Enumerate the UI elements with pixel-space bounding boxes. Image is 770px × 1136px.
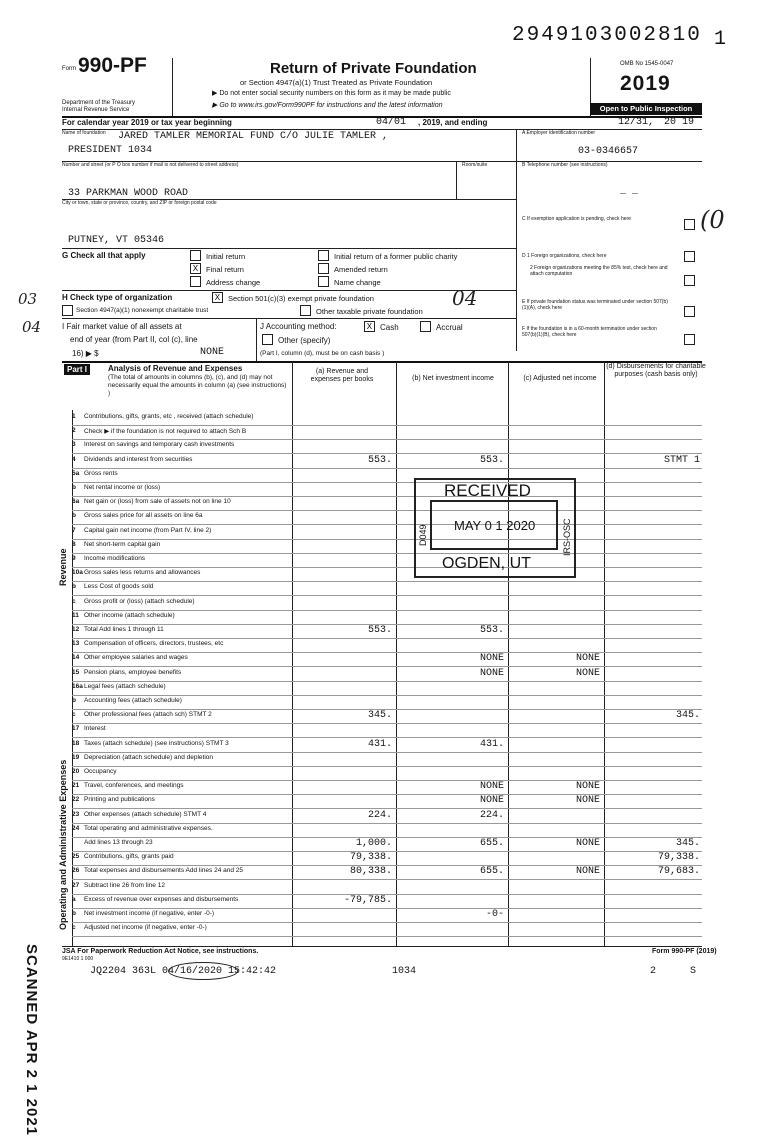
row-line-number: 14 [72,654,80,661]
row-col-b-value[interactable]: 431. [479,739,504,750]
row-description: Less Cost of goods sold [84,583,154,590]
row-divider [72,453,702,454]
row-description: Gross sales price for all assets on line 6a [84,512,203,519]
row-col-b-value[interactable]: -0- [485,909,504,920]
row-description: Compensation of officers, directors, trustees, etc [84,640,224,647]
cash-method-label: Cash [380,323,399,332]
e-terminated-label: E If private foundation status was terminated under section 507(b)(1)(A), check here [522,299,668,311]
row-line-number: 3 [72,441,76,448]
row-line-number: c [72,924,76,931]
row-divider [72,823,702,824]
footer-paperwork-notice: JSA For Paperwork Reduction Act Notice, see instructions. [62,948,259,955]
row-description: Legal fees (attach schedule) [84,683,166,690]
row-col-d-value[interactable]: 79,338. [657,852,700,863]
form-title: Return of Private Foundation [270,60,477,77]
row-line-number: 23 [72,811,80,818]
initial-former-charity-checkbox[interactable] [318,250,329,261]
form-subtitle-1: or Section 4947(a)(1) Trust Treated as Private Foundation [240,78,433,87]
omb-number: OMB No 1545-0047 [620,61,674,67]
row-col-a-value[interactable]: 345. [367,710,392,721]
row-description: Gross sales less returns and allowances [84,569,201,576]
row-description: Taxes (attach schedule) (see instructions) STMT 3 [84,740,229,747]
row-col-a-value[interactable]: -79,785. [343,895,392,906]
accounting-method-label: J Accounting method: [260,322,337,331]
fmv-label-1: I Fair market value of all assets at [62,322,182,331]
row-line-number: 15 [72,669,80,676]
initial-return-checkbox[interactable] [190,250,201,261]
row-divider [72,510,702,511]
handwritten-margin-mark-bottom: 04 [22,318,42,336]
row-description: Income modifications [84,555,146,562]
name-change-label: Name change [334,278,381,287]
c-exemption-checkbox[interactable] [684,219,695,230]
row-col-b-value[interactable]: 553. [479,625,504,636]
row-divider [72,766,702,767]
final-return-label: Final return [206,265,244,274]
row-line-number: 22 [72,796,80,803]
other-method-label: Other (specify) [278,336,331,345]
row-divider [72,496,702,497]
calendar-year-label: For calendar year 2019 or tax year beginning [62,118,232,127]
section-501c3-checkbox[interactable]: X [212,292,223,303]
row-col-c-value[interactable]: NONE [575,781,600,792]
form-label: Form [62,66,76,72]
row-line-number: 13 [72,640,80,647]
accrual-method-checkbox[interactable] [420,321,431,332]
row-divider [72,595,702,596]
row-col-b-value[interactable]: 655. [479,866,504,877]
footer-jsa-code: 9E1410 1 000 [62,956,94,962]
row-divider [72,723,702,724]
row-divider [72,879,702,880]
received-stamp-city: OGDEN, UT [442,555,531,572]
row-line-number: 4 [72,456,76,463]
fmv-value[interactable]: NONE [200,347,225,358]
row-line-number: 11 [72,612,79,619]
footer-code: JQ2204 363L 04/16/2020 15:42:42 [90,966,277,977]
row-description: Dividends and interest from securities [84,456,193,463]
row-line-number: 2 [72,427,76,434]
row-description: Total expenses and disbursements Add lines 24 and 25 [84,867,243,874]
row-divider [72,638,702,639]
final-return-checkbox[interactable]: X [190,263,201,274]
d2-foreign-85-checkbox[interactable] [684,275,695,286]
cash-method-checkbox[interactable]: X [364,321,375,332]
address-label: Number and street (or P O box number if mail is not delivered to street address) [62,162,239,168]
city-label: City or town, state or province, country, and ZIP or foreign postal code [62,200,217,206]
room-suite-label: Room/suite [462,162,488,168]
open-to-public-badge: Open to Public Inspection [590,103,702,115]
part-i-tag: Part I [64,364,90,375]
ein-label: A Employer identification number [522,130,596,136]
row-description: Other professional fees (attach sch) STMT 2 [84,711,212,718]
revenue-side-label: Revenue [58,548,68,586]
row-description: Subtract line 26 from line 12 [84,882,165,889]
row-divider [72,652,702,653]
row-line-number: 19 [72,754,80,761]
row-divider [72,908,702,909]
amended-return-label: Amended return [334,265,388,274]
expenses-side-label: Operating and Administrative Expenses [58,759,68,930]
footer-page-s: S [690,966,697,977]
foundation-name-line-1[interactable]: JARED TAMLER MEMORIAL FUND C/O JULIE TAMLER , [118,131,389,142]
col-a-header: (a) Revenue and expenses per books [310,368,374,384]
row-divider [72,468,702,469]
ein-value[interactable]: 03-0346657 [578,146,639,157]
dept-treasury: Department of the Treasury [62,100,136,106]
row-divider [72,737,702,738]
row-col-a-value[interactable]: 224. [367,810,392,821]
row-description: Other expenses (attach schedule) STMT 4 [84,811,207,818]
row-col-d-value[interactable]: STMT 1 [663,455,700,466]
row-description: Capital gain net income (from Part IV, line 2) [84,527,212,534]
dln-suffix: 1 [714,28,727,51]
row-col-b-value[interactable]: NONE [479,668,504,679]
row-description: Gross profit or (loss) (attach schedule) [84,598,195,605]
other-method-checkbox[interactable] [262,334,273,345]
d1-foreign-label: D 1 Foreign organizations, check here [522,253,607,259]
part-i-heading-note: (The total of amounts in columns (b), (c), and (d) may not necessarily equal the amounts in column (a) (see instructions) ) [108,374,287,397]
form-subtitle-2: ▶ Do not enter social security numbers on this form as it may be made public [212,90,451,97]
row-col-a-value[interactable]: 80,338. [349,866,392,877]
row-line-number: b [72,512,76,519]
row-divider [72,808,702,809]
footer-form-ref: Form 990-PF (2019) [652,948,717,955]
row-divider [72,794,702,795]
row-line-number: b [72,484,76,491]
row-col-a-value[interactable]: 79,338. [349,852,392,863]
row-line-number: 6a [72,498,80,505]
row-divider [72,922,702,923]
section-501c3-label: Section 501(c)(3) exempt private foundation [228,294,374,303]
row-col-a-value[interactable]: 1,000. [355,838,392,849]
row-description: Interest [84,725,106,732]
section-4947-checkbox[interactable] [62,305,73,316]
row-divider [72,524,702,525]
part-i-heading: Analysis of Revenue and Expenses [108,364,243,373]
row-description: Excess of revenue over expenses and disbursements [84,896,239,903]
g-check-label: G Check all that apply [62,251,146,260]
row-divider [72,666,702,667]
row-line-number: b [72,697,76,704]
row-description: Depreciation (attach schedule) and depletion [84,754,214,761]
d1-foreign-checkbox[interactable] [684,251,695,262]
row-col-c-value[interactable]: NONE [575,795,600,806]
row-col-b-value[interactable]: NONE [479,795,504,806]
initial-former-charity-label: Initial return of a former public charity [334,252,458,261]
f-60-month-label: F If the foundation is in a 60-month termination under section 507(b)(1)(B), check here [522,326,657,338]
row-description: Total Add lines 1 through 11 [84,626,164,633]
row-col-c-value[interactable]: NONE [575,838,600,849]
row-line-number: 5a [72,470,80,477]
row-divider [72,936,702,937]
row-line-number: 7 [72,527,76,534]
other-taxable-label: Other taxable private foundation [316,307,423,316]
row-description: Printing and publications [84,796,155,803]
row-divider [72,581,702,582]
row-divider [72,780,702,781]
row-col-b-value[interactable]: NONE [479,653,504,664]
row-description: Net investment income (if negative, enter -0-) [84,910,215,917]
row-description: Net rental income or (loss) [84,484,161,491]
fmv-label-3: 16) ▶ $ [72,349,99,358]
row-line-number: 10a [72,569,83,576]
row-col-c-value[interactable]: NONE [575,866,600,877]
row-divider [72,567,702,568]
row-col-a-value[interactable]: 553. [367,625,392,636]
e-terminated-checkbox[interactable] [684,306,695,317]
row-line-number: 18 [72,740,80,747]
row-divider [72,439,702,440]
row-line-number: 9 [72,555,76,562]
dept-irs: Internal Revenue Service [62,107,130,113]
row-divider [72,681,702,682]
d2-foreign-85-label: 2 Foreign organizations meeting the 85% test, check here and attach computation [530,265,668,277]
row-col-d-value[interactable]: 79,683. [657,866,700,877]
row-line-number: b [72,910,76,917]
row-line-number: 17 [72,725,80,732]
row-divider [72,553,702,554]
other-taxable-checkbox[interactable] [300,305,311,316]
row-description: Travel, conferences, and meetings [84,782,184,789]
row-line-number: 27 [72,882,80,889]
footer-page-number: 2 [650,966,657,977]
row-description: Adjusted net income (if negative, enter -0-) [84,924,207,931]
section-4947-label: Section 4947(a)(1) nonexempt charitable trust [76,307,209,314]
row-description: Other income (attach schedule) [84,612,175,619]
row-description: Pension plans, employee benefits [84,669,182,676]
row-line-number: 26 [72,867,80,874]
handwritten-c-mark: (0 [700,206,725,234]
row-description: Interest on savings and temporary cash investments [84,441,235,448]
row-line-number: 24 [72,825,80,832]
row-line-number: 12 [72,626,80,633]
row-line-number: b [72,583,76,590]
row-description: Net short-term capital gain [84,541,161,548]
city-state-zip[interactable]: PUTNEY, VT 05346 [68,235,165,246]
row-line-number: 1 [72,413,76,420]
footer-page-id: 1034 [392,966,417,977]
col-b-header: (b) Net investment income [412,375,494,382]
row-description: Other employee salaries and wages [84,654,188,661]
street-address[interactable]: 33 PARKMAN WOOD ROAD [68,188,189,199]
initial-return-label: Initial return [206,252,246,261]
row-divider [72,695,702,696]
address-change-label: Address change [206,278,261,287]
row-description: Occupancy [84,768,117,775]
name-change-checkbox[interactable] [318,276,329,287]
row-description: Contributions, gifts, grants, etc , received (attach schedule) [84,413,254,420]
row-col-b-value[interactable]: NONE [479,781,504,792]
tax-year: 2019 [620,72,671,95]
handwritten-margin-mark-top: 03 [18,290,38,308]
row-divider [72,425,702,426]
row-description: Net gain or (loss) from sale of assets not on line 10 [84,498,231,505]
row-divider [72,752,702,753]
row-col-c-value[interactable]: NONE [575,653,600,664]
accrual-method-label: Accrual [436,323,463,332]
row-col-a-value[interactable]: 553. [367,455,392,466]
row-line-number: a [72,896,76,903]
row-description: Gross rents [84,470,118,477]
row-col-b-value[interactable]: 655. [479,838,504,849]
row-col-b-value[interactable]: 553. [479,455,504,466]
tax-year-end: 12/31, [618,117,655,128]
col-d-header: (d) Disbursements for charitable purposes (cash basis only) [606,363,706,379]
row-line-number: c [72,598,76,605]
footer-date-circle [168,962,238,980]
row-description: Add lines 13 through 23 [84,839,153,846]
amended-return-checkbox[interactable] [318,263,329,274]
row-col-c-value[interactable]: NONE [575,668,600,679]
row-line-number: 25 [72,853,80,860]
row-divider [72,610,702,611]
row-description: Contributions, gifts, grants paid [84,853,174,860]
row-line-number: 21 [72,782,80,789]
form-subtitle-3: ▶ Go to www.irs.gov/Form990PF for instructions and the latest information [212,102,443,109]
row-col-d-value[interactable]: 345. [675,710,700,721]
tax-year-end-year: 20 19 [664,117,695,128]
fmv-label-2: end of year (from Part II, col (c), line [70,335,198,344]
address-change-checkbox[interactable] [190,276,201,287]
telephone-label: B Telephone number (see instructions) [522,162,608,168]
received-stamp-date: MAY 0 1 2020 [454,518,536,533]
row-col-a-value[interactable]: 431. [367,739,392,750]
part1-cash-basis-note: (Part I, column (d), must be on cash basis ) [260,350,385,357]
f-60-month-checkbox[interactable] [684,334,695,345]
col-c-header: (c) Adjusted net income [523,375,597,382]
received-stamp-title: RECEIVED [444,481,531,500]
row-description: Total operating and administrative expenses. [84,825,213,832]
row-line-number: 8 [72,541,76,548]
tax-year-mid: , 2019, and ending [418,118,488,127]
foundation-name-label: Name of foundation [62,130,106,136]
received-stamp-side-left: D049 [418,524,428,546]
telephone-value[interactable]: _ _ [620,186,639,197]
row-col-b-value[interactable]: 224. [479,810,504,821]
row-line-number: 20 [72,768,80,775]
row-divider [72,539,702,540]
row-divider [72,482,702,483]
foundation-name-line-2[interactable]: PRESIDENT 1034 [68,145,153,156]
tax-year-begin: 04/01 [376,117,407,128]
row-description: Accounting fees (attach schedule) [84,697,182,704]
dln-number: 2949103002810 [512,24,702,47]
received-stamp-side-right: IRS-OSC [562,518,572,556]
row-line-number: 16a [72,683,83,690]
c-exemption-pending-label: C If exemption application is pending, check here [522,216,631,222]
h-type-label: H Check type of organization [62,293,173,302]
row-line-number: c [72,711,76,718]
handwritten-h-mark: 04 [452,286,478,310]
row-description: Check ▶ if the foundation is not required to attach Sch B [84,428,247,435]
form-number: 990-PF [78,54,147,77]
row-col-d-value[interactable]: 345. [675,838,700,849]
scanned-stamp: SCANNED APR 2 1 2021 [23,944,40,1136]
